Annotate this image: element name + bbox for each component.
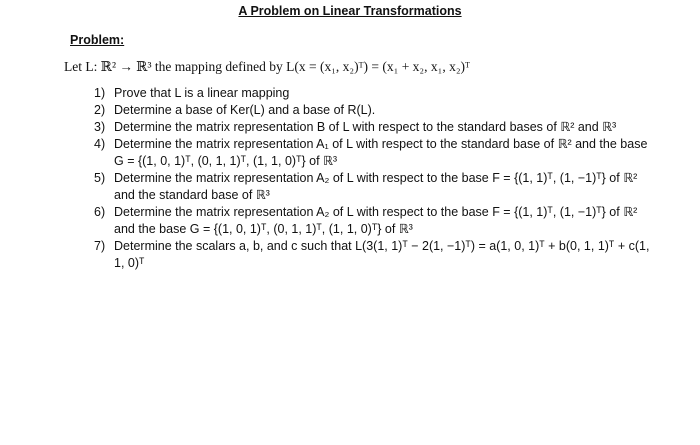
problem-statement: Let L: ℝ² → ℝ³ the mapping defined by L(x = (x₁, x₂)ᵀ) = (x₁ + x₂, x₁, x₂)ᵀ	[64, 59, 470, 74]
task-number: 3)	[94, 120, 106, 134]
task-number: 5)	[94, 171, 106, 185]
task-item-6	[94, 204, 654, 238]
task-number: 2)	[94, 103, 106, 117]
task-number: 1)	[94, 86, 106, 100]
task-text: Determine the matrix representation A₂ of L with respect to the base F = {(1, 1)ᵀ, (1, −1)ᵀ} of ℝ² and the base G = {(1, 0, 1)ᵀ, (0, 1, 1)ᵀ, (1, 1, 0)ᵀ} of ℝ³	[114, 205, 638, 236]
task-item-3	[94, 119, 654, 136]
task-text: Determine the matrix representation A₂ of L with respect to the base F = {(1, 1)ᵀ, (1, −1)ᵀ} of ℝ² and the standard base of ℝ³	[114, 171, 638, 202]
task-text: Determine the matrix representation B of L with respect to the standard bases of ℝ² and ℝ³	[114, 120, 617, 134]
task-item-1	[94, 85, 654, 102]
task-text: Prove that L is a linear mapping	[114, 86, 290, 100]
task-text: Determine a base of Ker(L) and a base of R(L).	[114, 103, 376, 117]
task-item-5	[94, 170, 654, 204]
task-list	[94, 85, 654, 272]
task-number: 7)	[94, 239, 106, 253]
task-item-7	[94, 238, 654, 272]
problem-heading: Problem:	[70, 33, 125, 47]
task-item-2	[94, 102, 654, 119]
task-item-4	[94, 136, 654, 170]
task-number: 4)	[94, 137, 106, 151]
task-number: 6)	[94, 205, 106, 219]
task-text: Determine the matrix representation A₁ of L with respect to the standard base of ℝ² and the base G = {(1, 0, 1)ᵀ, (0, 1, 1)ᵀ, (1, 1, 0)ᵀ} of ℝ³	[114, 137, 648, 168]
page-title: A Problem on Linear Transformations	[238, 4, 462, 18]
task-text: Determine the scalars a, b, and c such that L(3(1, 1)ᵀ − 2(1, −1)ᵀ) = a(1, 0, 1)ᵀ + b(0, 1, 1)ᵀ + c(1, 1, 0)ᵀ	[114, 239, 650, 270]
